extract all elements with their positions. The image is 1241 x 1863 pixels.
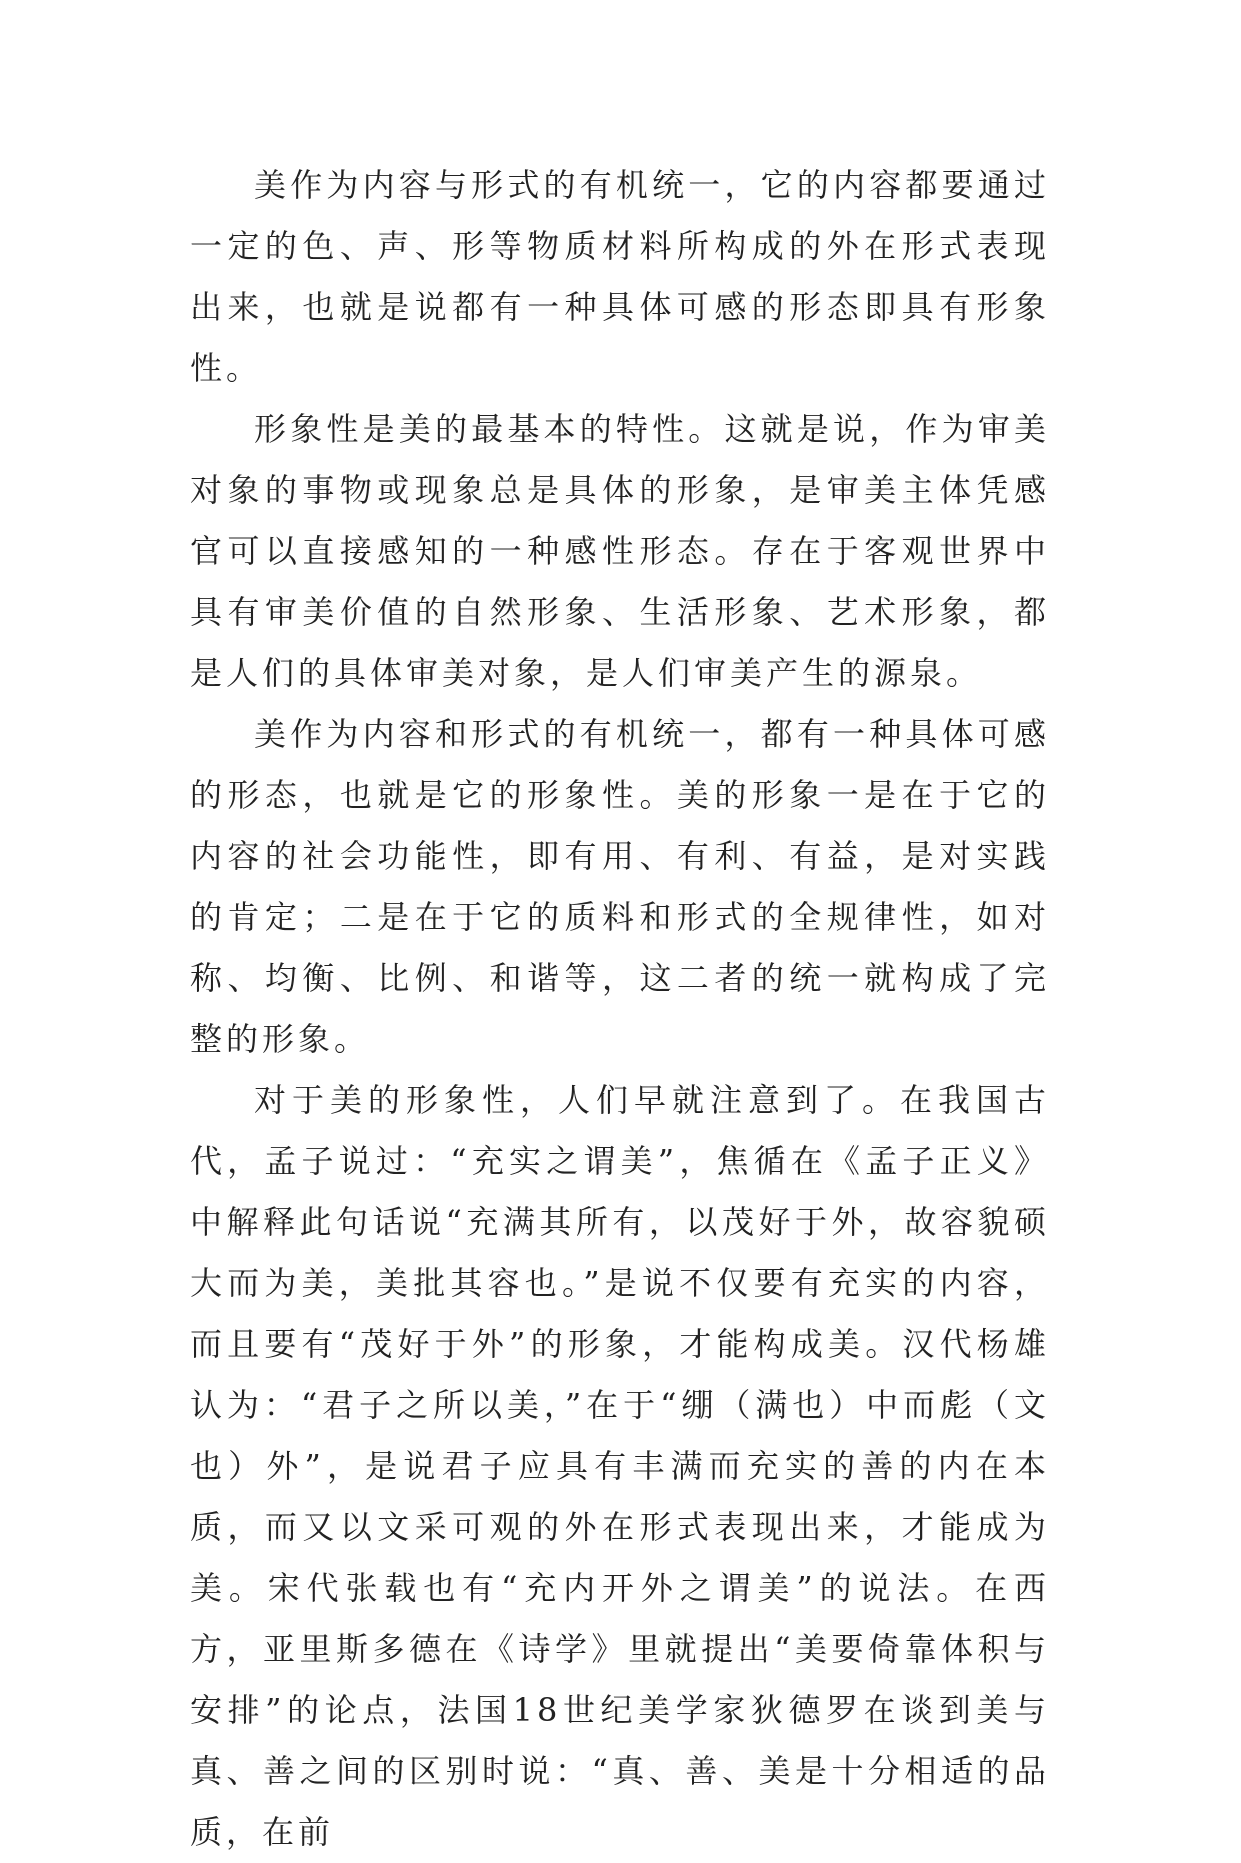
- body-text: [190, 155, 1050, 1863]
- paragraph-3: 美作为内容和形式的有机统一，都有一种具体可感的形态，也就是它的形象性。美的形象一是在于它的内容的社会功能性，即有用、有利、有益，是对实践的肯定；二是在于它的质料和形式的全规律性，如对称、均衡、比例、和谐等，这二者的统一就构成了完整的形象。: [190, 715, 1050, 1058]
- paragraph-1: 美作为内容与形式的有机统一，它的内容都要通过一定的色、声、形等物质材料所构成的外在形式表现出来，也就是说都有一种具体可感的形态即具有形象性。: [190, 166, 1050, 387]
- paragraph-4: 对于美的形象性，人们早就注意到了。在我国古代，孟子说过：“充实之谓美”，焦循在《孟子正义》中解释此句话说“充满其所有，以茂好于外，故容貌硕大而为美，美批其容也。”是说不仅要有充实的内容，而且要有“茂好于外”的形象，才能构成美。汉代杨雄认为：“君子之所以美，”在于“绷（满也）中而彪（文也）外”，是说君子应具有丰满而充实的善的内在本质，而又以文采可观的外在形式表现出来，才能成为美。宋代张载也有“充内开外之谓美”的说法。在西方，亚里斯多德在《诗学》里就提出“美要倚靠体积与安排”的论点，法国18世纪美学家狄德罗在谈到美与真、善之间的区别时说：“真、善、美是十分相适的品质，在前: [190, 1081, 1050, 1851]
- paragraph-2: 形象性是美的最基本的特性。这就是说，作为审美对象的事物或现象总是具体的形象，是审美主体凭感官可以直接感知的一种感性形态。存在于客观世界中具有审美价值的自然形象、生活形象、艺术形象，都是人们的具体审美对象，是人们审美产生的源泉。: [190, 410, 1050, 692]
